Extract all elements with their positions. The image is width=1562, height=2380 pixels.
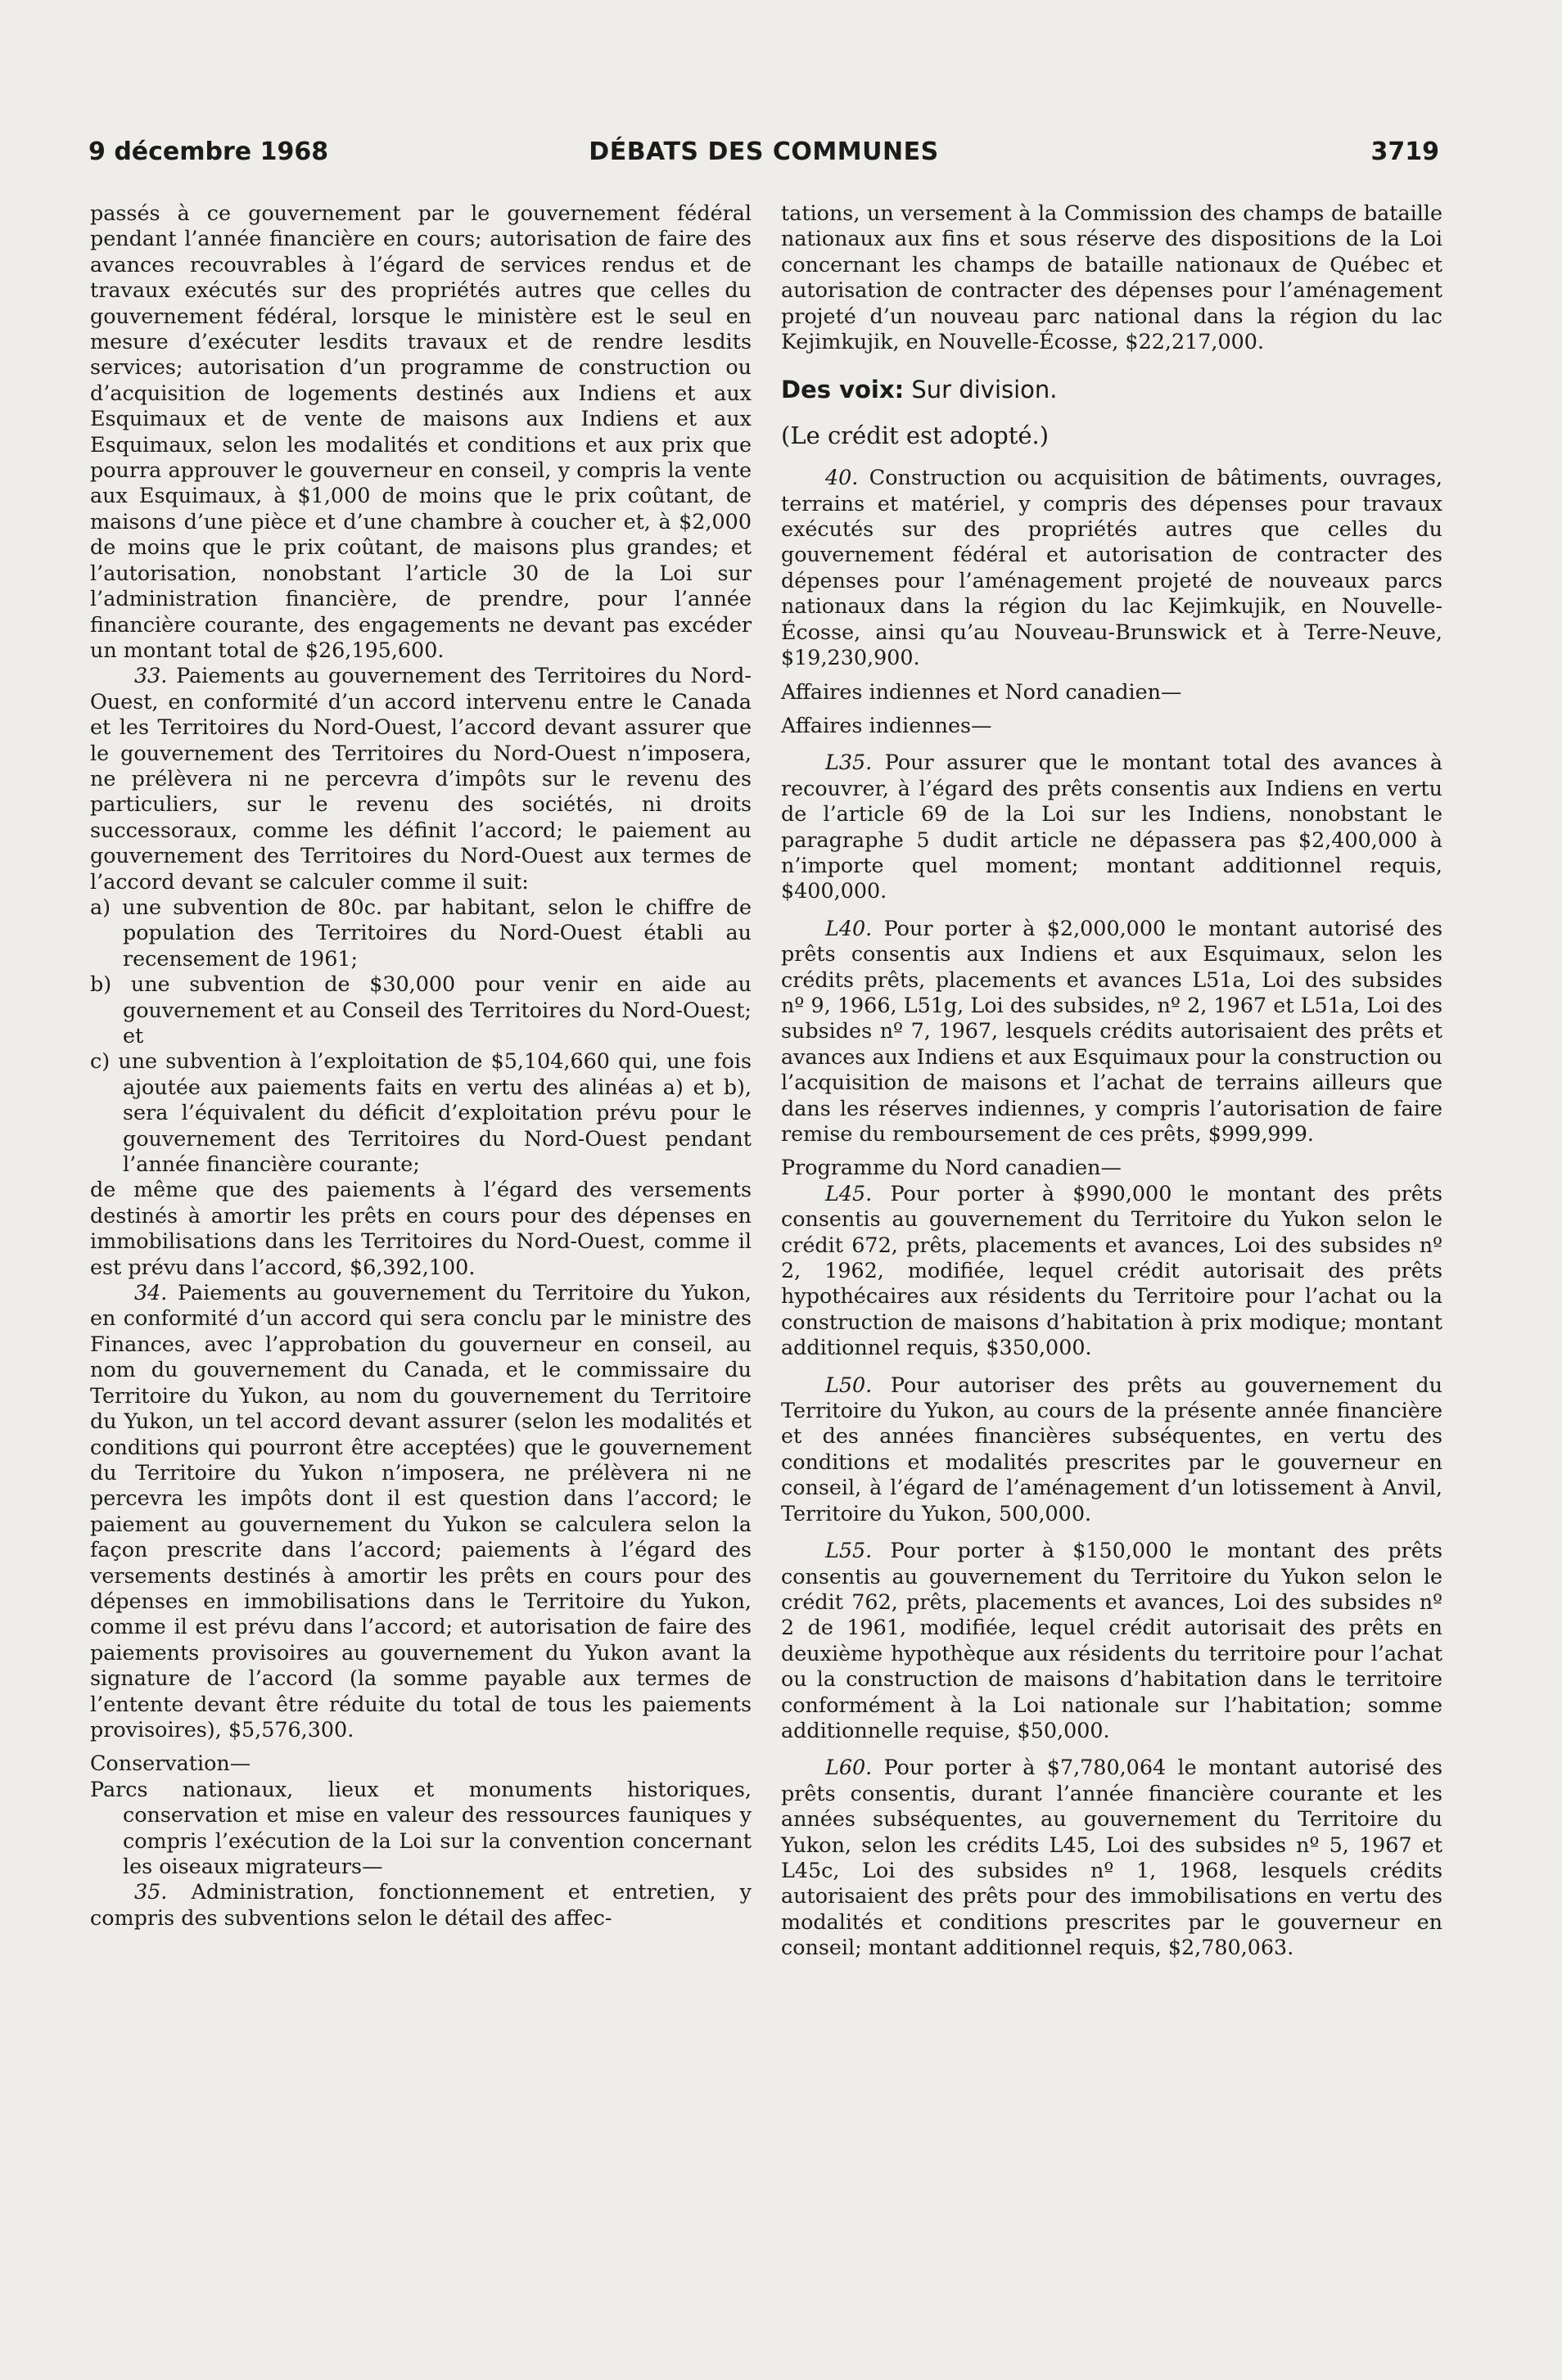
item-text: Pour autoriser des prêts au gouvernement du Territoire du Yukon, au cours de la présente année financière et des années financières subséquentes, en vertu des conditions et modalités prescrites par le gouverneur en conseil, à l’égard de l’aménagement d’un lotissement à Anvil, Territoire du Yukon, 500,000. [781,1372,1442,1526]
item-text: Pour assurer que le montant total des avances à recouvrer, à l’égard des prêts consentis aux Indiens en vertu de l’article 69 de la Loi sur les Indiens, nonobstant le paragraphe 5 dudit article ne dépassera pas $2,400,000 à n’importe quel moment; montant additionnel requis, $400,000. [781,750,1442,904]
item-number: 35. [134,1879,168,1904]
item-text: Administration, fonctionnement et entretien, y compris des subventions selon le détail des affec- [90,1879,752,1930]
speech-line [781,377,1442,403]
item-number: L50. [825,1372,873,1397]
page-header [88,137,1439,172]
item-number: L45. [825,1180,873,1206]
sub-item-b: b) une subvention de $30,000 pour venir en aide au gouvernement et au Conseil des Territoires du Nord-Ouest; et [90,971,752,1048]
item-number: 40. [825,465,859,490]
item-40 [781,465,1442,670]
item-L50 [781,1373,1442,1526]
item-35 [90,1879,752,1931]
item-L55 [781,1538,1442,1743]
paragraph-continued: tations, un versement à la Commission des champs de bataille nationaux aux fins et sous réserve des dispositions de la Loi concernant les champs de bataille nationaux de Québec et autorisation de contracter des dépenses pour l’aménagement projeté d’un nouveau parc national dans la région du lac Kejimkujik, en Nouvelle-Écosse, $22,217,000. [781,201,1442,354]
item-text: Pour porter à $2,000,000 le montant autorisé des prêts consentis aux Indiens et aux Esquimaux, selon les crédits prêts, placements et avances L51a, Loi des subsides nº 9, 1966, L51g, Loi des subsides, nº 2, 1967 et L51a, Loi des subsides nº 7, 1967, lesquels crédits autorisaient des prêts et avances aux Indiens et aux Esquimaux pour la construction ou l’acquisition de maisons et l’achat de terrains ailleurs que dans les réserves indiennes, y compris l’autorisation de faire remise du remboursement de ces prêts, $999,999. [781,915,1442,1146]
item-text: Pour porter à $990,000 le montant des prêts consentis au gouvernement du Territoire du Yukon selon le crédit 672, prêts, placements et avances, Loi des subsides nº 2, 1962, modifiée, lequel crédit autorisait des prêts hypothécaires aux résidents du Territoire pour l’achat ou la construction de maisons d’habitation à prix modique; montant additionnel requis, $350,000. [781,1180,1442,1360]
item-L45 [781,1181,1442,1361]
sub-item-a: a) une subvention de 80c. par habitant, selon le chiffre de population des Territoires du Nord-Ouest établi au recensement de 1961; [90,894,752,971]
item-text: Pour porter à $150,000 le montant des prêts consentis au gouvernement du Territoire du Yukon selon le crédit 762, prêts, placements et avances, Loi des subsides nº 2 de 1961, modifiée, lequel crédit autorisait des prêts en deuxième hypothèque aux résidents du territoire pour l’achat ou la construction de maisons d’habitation dans le territoire conformément à la Loi nationale sur l’habitation; somme additionnelle requise, $50,000. [781,1538,1442,1742]
item-L40 [781,916,1442,1147]
item-number: L40. [825,915,873,940]
section-heading-affaires-nord: Affaires indiennes et Nord canadien— [781,678,1182,704]
section-heading-conservation: Conservation— [90,1751,251,1776]
item-L35 [781,750,1442,904]
item-number: 33. [134,663,168,688]
right-column [781,201,1442,1961]
item-text: Paiements au gouvernement du Territoire du Yukon, en conformité d’un accord qui sera conclu par le ministre des Finances, avec l’approbation du gouverneur en conseil, au nom du gouvernement du Canada, et le commissaire du Territoire du Yukon, au nom du gouvernement du Territoire du Yukon, un tel accord devant assurer (selon les modalités et conditions qui pourront être acceptées) que le gouvernement du Territoire du Yukon n’imposera, ne prélèvera ni ne percevra les impôts dont il est question dans l’accord; le paiement au gouvernement du Yukon se calculera selon la façon prescrite dans l’accord; paiements à l’égard des versements destinés à amortir les prêts en cours pour des dépenses en immobilisations dans le Territoire du Yukon, comme il est prévu dans l’accord; et autorisation de faire des paiements provisoires au gouvernement du Yukon avant la signature de l’accord (la somme payable aux termes de l’entente devant être réduite du total de tous les paiements provisoires), $5,576,300. [90,1280,752,1742]
page-number: 3719 [1370,137,1439,166]
item-text: Construction ou acquisition de bâtiments, ouvrages, terrains et matériel, y compris des dépenses pour travaux exécutés sur des propriétés autres que celles du gouvernement fédéral et autorisation de contracter des dépenses pour l’aménagement projeté de nouveaux parcs nationaux dans la région du lac Kejimkujik, en Nouvelle-Écosse, ainsi qu’au Nouveau-Brunswick et à Terre-Neuve, $19,230,900. [781,465,1442,670]
paragraph-continued: passés à ce gouvernement par le gouvernement fédéral pendant l’année financière en cours; autorisation de faire des avances recouvrables à l’égard de services rendus et de travaux exécutés sur des propriétés autres que celles du gouvernement fédéral, lorsque le ministère est le seul en mesure d’exécuter lesdits travaux et de rendre lesdits services; autorisation d’un programme de construction ou d’acquisition de logements destinés aux Indiens et aux Esquimaux et de vente de maisons aux Indiens et aux Esquimaux, selon les modalités et conditions et aux prix que pourra approuver le gouverneur en conseil, y compris la vente aux Esquimaux, à $1,000 de moins que le prix coûtant, de maisons d’une pièce et d’une chambre à coucher et, à $2,000 de moins que le prix coûtant, de maisons plus grandes; et l’autorisation, nonobstant l’article 30 de la Loi sur l’administration financière, de prendre, pour l’année financière courante, des engagements ne devant pas excéder un montant total de $26,195,600. [90,201,752,662]
item-34 [90,1280,752,1742]
header-title: DÉBATS DES COMMUNES [589,137,939,166]
section-heading-affaires: Affaires indiennes— [781,712,992,737]
item-33-end: de même que des paiements à l’égard des versements destinés à amortir les prêts en cours pour des dépenses en immobilisations dans les Territoires du Nord-Ouest, comme il est prévu dans l’accord, $6,392,100. [90,1177,752,1279]
sub-item-c: c) une subvention à l’exploitation de $5,104,660 qui, une fois ajoutée aux paiements faits en vertu des alinéas a) et b), sera l’équivalent du déficit d’exploitation prévu pour le gouvernement des Territoires du Nord-Ouest pendant l’année financière courante; [90,1048,752,1177]
speech-text: Sur division. [904,376,1058,404]
header-date: 9 décembre 1968 [88,137,329,166]
item-number: L55. [825,1538,873,1563]
item-33 [90,663,752,895]
left-column [90,201,752,1931]
item-number: L35. [825,750,873,775]
item-text: Paiements au gouvernement des Territoires du Nord-Ouest, en conformité d’un accord intervenu entre le Canada et les Territoires du Nord-Ouest, l’accord devant assurer que le gouvernement des Territoires du Nord-Ouest n’imposera, ne prélèvera ni ne percevra d’impôts sur le revenu des particuliers, sur le revenu des sociétés, ni droits successoraux, comme les définit l’accord; le paiement au gouvernement des Territoires du Nord-Ouest aux termes de l’accord devant se calculer comme il suit: [90,663,752,894]
speaker-label: Des voix: [781,376,905,404]
adoption-note: (Le crédit est adopté.) [781,421,1050,449]
item-L60 [781,1755,1442,1960]
section-heading-programme: Programme du Nord canadien— [781,1155,1122,1180]
item-number: 34. [134,1280,168,1305]
item-text: Pour porter à $7,780,064 le montant autorisé des prêts consentis, durant l’année financière courante et les années subséquentes, au gouvernement du Territoire du Yukon, selon les crédits L45, Loi des subsides nº 5, 1967 et L45c, Loi des subsides nº 1, 1968, lesquels crédits autorisaient des prêts pour des immobilisations en vertu des modalités et conditions prescrites par le gouverneur en conseil; montant additionnel requis, $2,780,063. [781,1755,1442,1960]
item-number: L60. [825,1755,873,1780]
subsection-heading-parcs: Parcs nationaux, lieux et monuments historiques, conservation et mise en valeur des ressources fauniques y compris l’exécution de la Loi sur la convention concernant les oiseaux migrateurs— [90,1776,752,1878]
